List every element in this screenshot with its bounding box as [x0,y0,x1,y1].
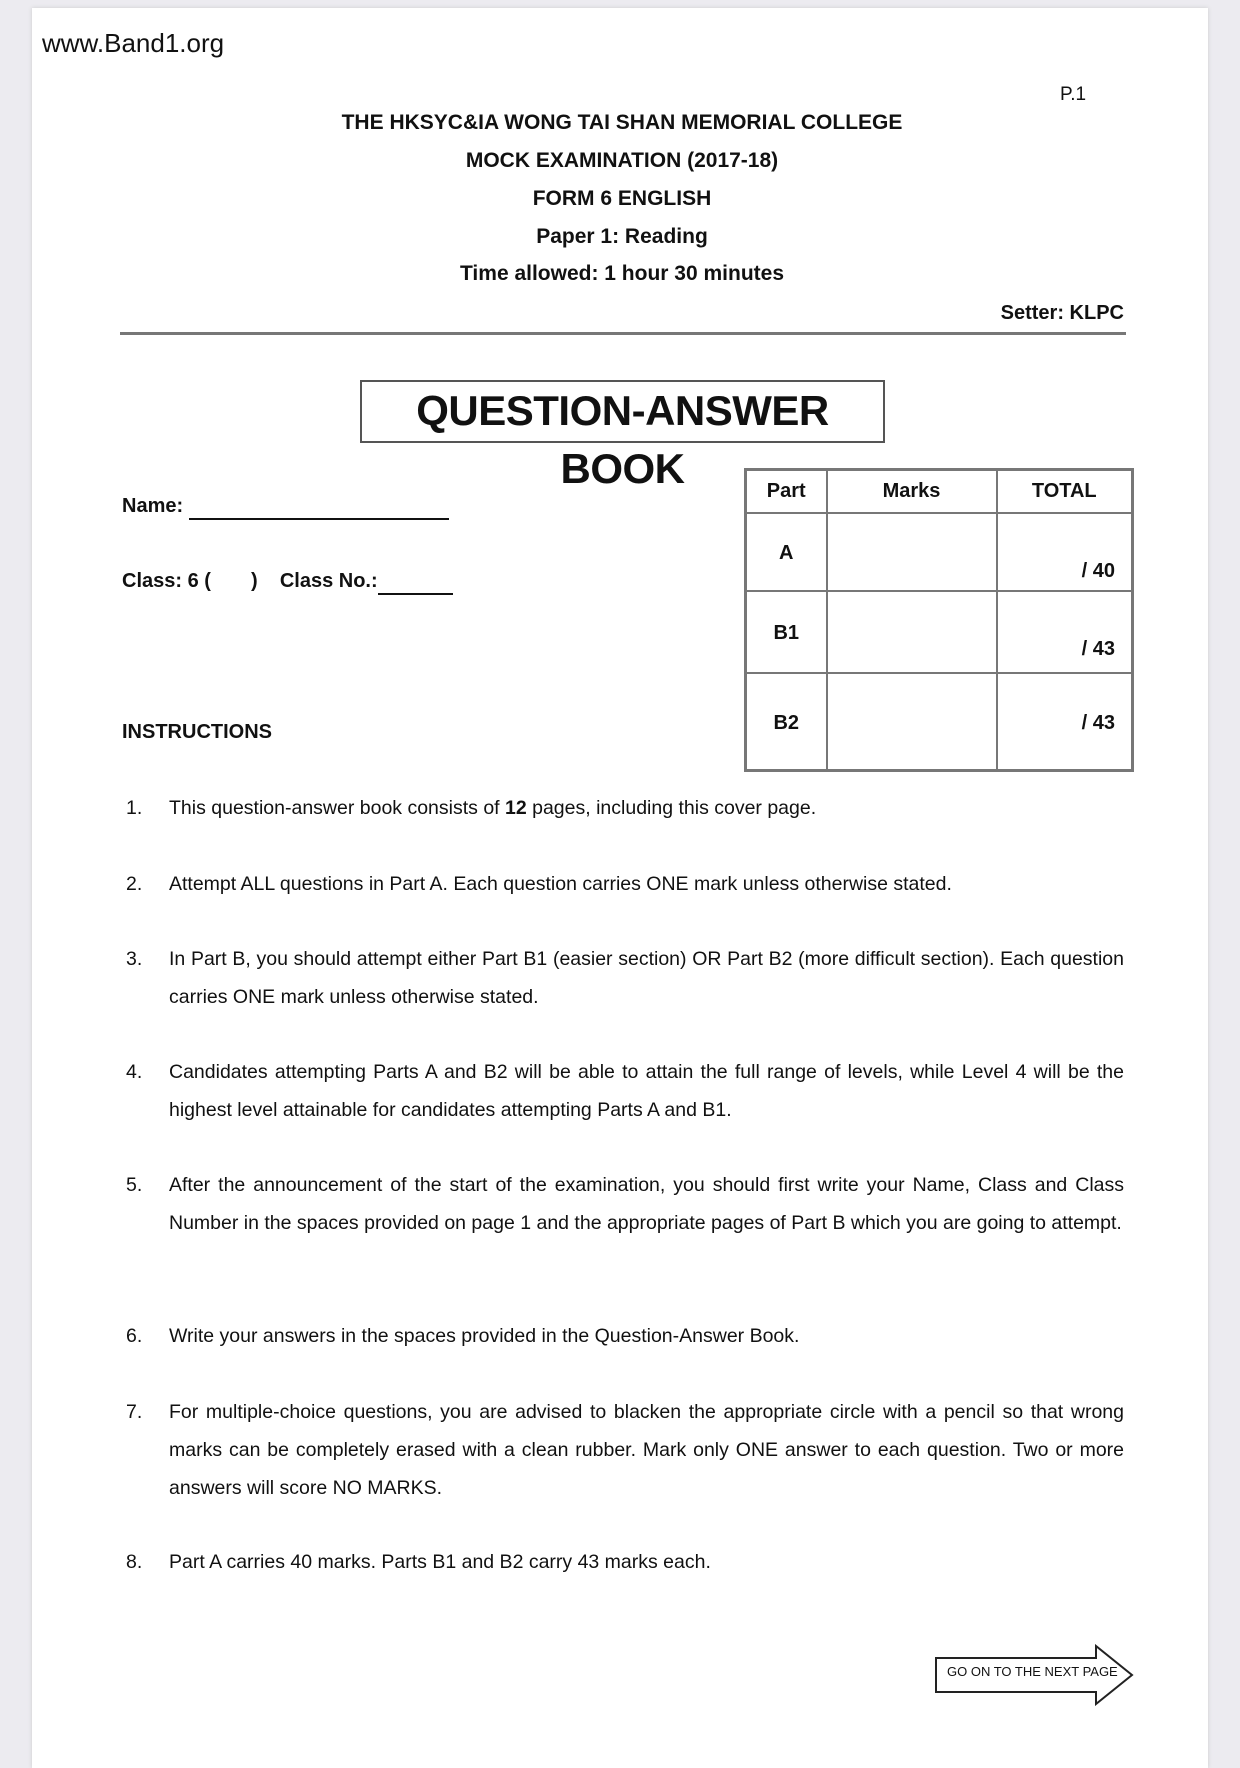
book-title: QUESTION-ANSWER BOOK [360,380,885,443]
part-cell: B2 [746,673,827,771]
table-row [746,673,1133,771]
subject: FORM 6 ENGLISH [532,187,712,210]
instruction-item [126,940,1124,1016]
total-cell: / 43 [997,673,1133,771]
marks-table [744,468,1134,772]
page-number: P.1 [1060,84,1087,105]
item-number: 6. [126,1325,143,1347]
time-allowed: Time allowed: 1 hour 30 minutes [459,262,785,285]
item-number: 1. [126,797,143,819]
next-page-label: GO ON TO THE NEXT PAGE [947,1664,1118,1679]
item-text: pages, including this cover page. [526,797,817,819]
item-text: Candidates attempting Parts A and B2 will be able to attain the full range of levels, while Level 4 will be the highest level attainable for candidates attempting Parts A and B1. [169,1061,1124,1121]
instruction-item [126,1317,1124,1355]
item-bold: 12 [505,797,527,819]
item-number: 8. [126,1551,143,1573]
name-field[interactable] [122,495,449,520]
instruction-item [126,789,1124,827]
total-cell: / 43 [997,591,1133,673]
header-part: Part [746,470,827,513]
class-close: ) [250,570,258,592]
item-text: Attempt ALL questions in Part A. Each question carries ONE mark unless otherwise stated. [169,873,952,895]
part-cell: B1 [746,591,827,673]
exam-title: MOCK EXAMINATION (2017-18) [465,149,779,172]
item-text: After the announcement of the start of the examination, you should first write your Name, Class and Class Number in the spaces provided on page 1 and the appropriate pages of Part B which you are going to attempt. [169,1174,1124,1234]
instruction-item [126,1393,1124,1507]
table-row [746,591,1133,673]
table-row [746,513,1133,591]
item-text: This question-answer book consists of [169,797,505,819]
item-number: 4. [126,1061,143,1083]
header-marks: Marks [827,470,997,513]
marks-cell[interactable] [827,513,997,591]
class-no-label: Class No.: [279,570,378,592]
part-cell: A [746,513,827,591]
next-page-arrow [934,1644,1136,1711]
name-blank[interactable] [189,495,449,520]
instruction-item [126,1053,1124,1129]
paper: Paper 1: Reading [536,225,708,248]
marks-cell[interactable] [827,673,997,771]
instructions-heading: INSTRUCTIONS [122,721,272,743]
school-name: THE HKSYC&IA WONG TAI SHAN MEMORIAL COLLEGE [341,111,903,134]
watermark: www.Band1.org [42,28,225,58]
item-text: Write your answers in the spaces provided in the Question-Answer Book. [169,1325,800,1347]
item-number: 5. [126,1174,143,1196]
item-text: For multiple-choice questions, you are advised to blacken the appropriate circle with a pencil so that wrong marks can be completely erased with a clean rubber. Mark only ONE answer to each question. Two or more answers will score NO MARKS. [169,1401,1124,1499]
instruction-item [126,865,1124,903]
marks-cell[interactable] [827,591,997,673]
class-field[interactable] [122,570,453,595]
setter: Setter: KLPC [1000,302,1124,324]
header-total: TOTAL [997,470,1133,513]
item-number: 7. [126,1401,143,1423]
name-label: Name: [122,495,184,517]
class-no-blank[interactable] [378,570,453,595]
item-text: Part A carries 40 marks. Parts B1 and B2 carry 43 marks each. [169,1551,711,1573]
item-number: 3. [126,948,143,970]
item-number: 2. [126,873,143,895]
instruction-item [126,1166,1124,1242]
instruction-item [126,1543,1124,1581]
class-label: Class: 6 ( [122,570,211,592]
item-text: In Part B, you should attempt either Part B1 (easier section) OR Part B2 (more difficult section). Each question carries ONE mark unless otherwise stated. [169,948,1124,1008]
total-cell: / 40 [997,513,1133,591]
divider [120,332,1126,335]
